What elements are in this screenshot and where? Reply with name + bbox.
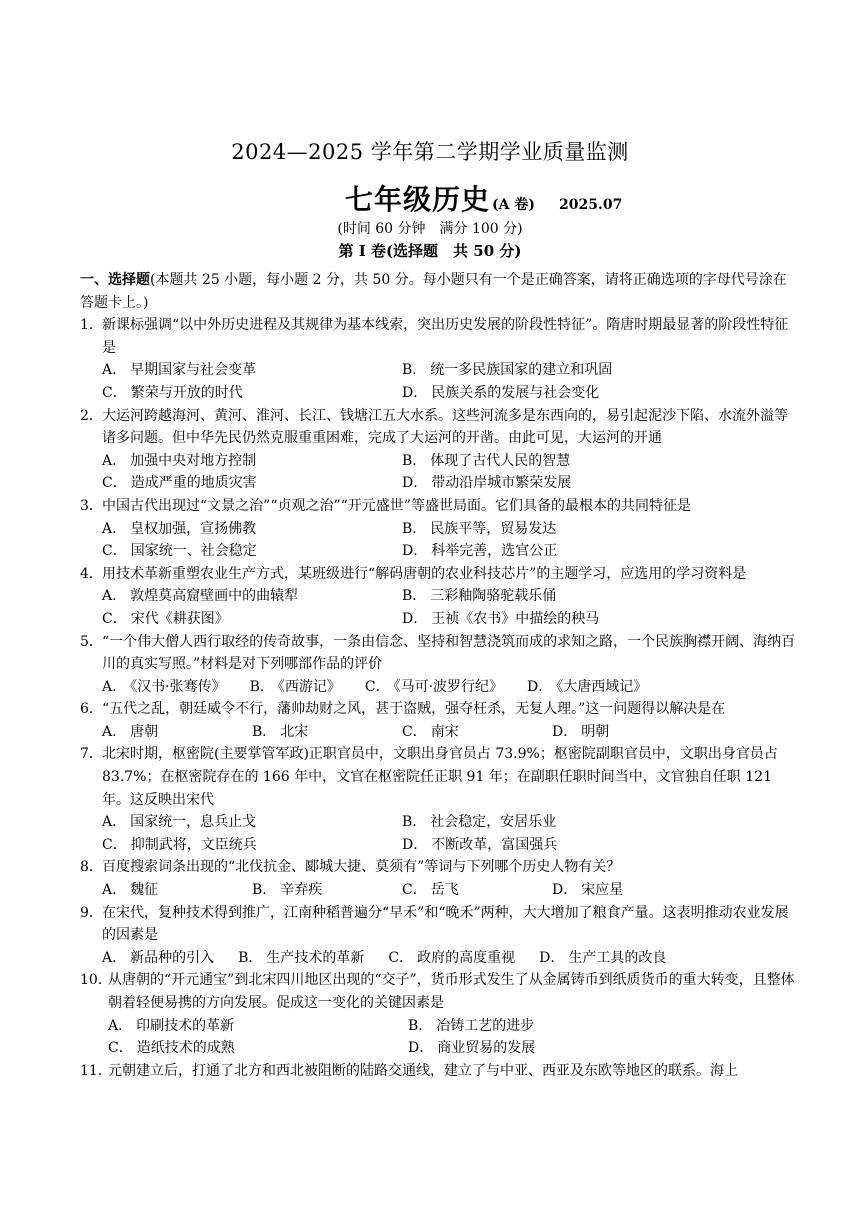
option-a: A． 皇权加强，宣扬佛教 — [102, 520, 257, 537]
option-d: D． 王祯《农书》中描绘的秧马 — [402, 610, 600, 627]
question-stem: 新课标强调“以中外历史进程及其规律为基本线索，突出历史发展的阶段性特征”。隋唐时期最显著的阶段性特征是 — [102, 317, 789, 356]
option-c: C． 宋代《耕获图》 — [102, 610, 229, 627]
question-number: 6． — [80, 701, 103, 718]
question-number: 9． — [80, 904, 103, 921]
question-number: 4． — [80, 565, 103, 582]
question-stem: 百度搜索词条出现的“北伐抗金、郾城大捷、莫须有”等词与下列哪个历史人物有关？ — [102, 859, 621, 876]
question-4 — [80, 563, 800, 631]
option-b: B． 民族平等，贸易发达 — [402, 520, 557, 537]
question-2 — [80, 405, 800, 495]
options — [80, 450, 800, 495]
question-stem: 用技术革新重塑农业生产方式，某班级进行“解码唐朝的农业科技芯片”的主题学习，应选用的学习资料是 — [102, 565, 747, 582]
option-a: A． 早期国家与社会变革 — [102, 362, 257, 379]
question-stem: 中国古代出现过“文景之治”“贞观之治”“开元盛世”等盛世局面。它们具备的最根本的共同特征是 — [102, 497, 691, 514]
section-title: 一、选择题 — [80, 272, 150, 288]
section-heading — [80, 269, 800, 314]
grade-subject: 七年级历史 — [345, 183, 491, 216]
question-number: 10． — [80, 972, 112, 989]
options — [80, 721, 800, 744]
options — [80, 518, 800, 563]
option-a: A． 《汉书·张骞传》 — [102, 678, 226, 695]
question-11 — [80, 1060, 800, 1083]
option-b: B． 辛弃疾 — [252, 882, 323, 899]
question-stem: 北宋时期，枢密院(主要掌管军政)正职官员中，文职出身官员占 73.9%；枢密院副职官员中，文职出身官员占 83.7%；在枢密院存在的 166 年中，文官在枢密院任正职 91 年；在副职任职时间当中，文官独自任职 121 年。这反映出宋代 — [102, 746, 778, 808]
question-3 — [80, 495, 800, 563]
question-7 — [80, 743, 800, 856]
option-d: D． 不断改革，富国强兵 — [402, 836, 558, 853]
question-8 — [80, 856, 800, 901]
exam-date: 2025.07 — [559, 197, 623, 213]
option-b: B． 社会稳定，安居乐业 — [402, 814, 557, 831]
option-a: A． 国家统一，息兵止戈 — [102, 814, 257, 831]
question-number: 2． — [80, 407, 103, 424]
options — [80, 359, 800, 404]
option-b: B． 《西游记》 — [249, 678, 341, 695]
time-info: (时间 60 分钟 满分 100 分) — [337, 221, 523, 237]
option-c: C． 抑制武将，文臣统兵 — [102, 836, 257, 853]
options — [80, 676, 800, 699]
option-c: C． 岳飞 — [402, 882, 459, 899]
question-stem: 元朝建立后，打通了北方和西北被阻断的陆路交通线，建立了与中亚、西亚及东欧等地区的联系。海上 — [108, 1062, 738, 1079]
option-a: A． 印刷技术的革新 — [108, 1017, 235, 1034]
option-b: B． 生产技术的革新 — [238, 949, 365, 966]
option-d: D． 带动沿岸城市繁荣发展 — [402, 475, 572, 492]
question-number: 1． — [80, 317, 103, 334]
question-9 — [80, 902, 800, 970]
option-d: D． 明朝 — [552, 723, 610, 740]
section-instruction: (本题共 25 小题，每小题 2 分，共 50 分。每小题只有一个是正确答案，请将正确选项的字母代号涂在答题卡上。) — [80, 272, 787, 311]
question-number: 7． — [80, 746, 103, 763]
question-number: 5． — [80, 633, 103, 650]
options — [80, 947, 800, 970]
option-a: A． 加强中央对地方控制 — [102, 452, 257, 469]
question-stem: “一个伟大僧人西行取经的传奇故事，一条由信念、坚持和智慧浇筑而成的求知之路，一个民族胸襟开阔、海纳百川的真实写照。”材料是对下列哪部作品的评价 — [102, 633, 796, 673]
question-1 — [80, 314, 800, 404]
option-c: C． 《马可·波罗行纪》 — [364, 678, 504, 695]
question-5 — [80, 631, 800, 699]
options — [80, 1015, 800, 1060]
option-c: C． 政府的高度重视 — [388, 949, 516, 966]
option-a: A． 敦煌莫高窟壁画中的曲辕犁 — [102, 588, 299, 605]
option-b: B． 统一多民族国家的建立和巩固 — [402, 362, 613, 379]
part-title: 第 I 卷(选择题 共 50 分) — [338, 242, 522, 260]
options — [80, 811, 800, 856]
question-stem: 大运河跨越海河、黄河、淮河、长江、钱塘江五大水系。这些河流多是东西向的，易引起泥沙下陷、水流外溢等诸多问题。但中华先民仍然克服重重困难，完成了大运河的开凿。由此可见，大运河的开通 — [102, 407, 788, 447]
option-c: C． 造纸技术的成熟 — [108, 1040, 235, 1057]
option-d: D． 民族关系的发展与社会变化 — [402, 384, 600, 401]
option-a: A． 唐朝 — [102, 723, 159, 740]
volume-tag: (A 卷) — [492, 197, 535, 213]
option-a: A． 魏征 — [102, 882, 159, 899]
option-d: D． 商业贸易的发展 — [408, 1040, 536, 1057]
question-stem: “五代之乱，朝廷威令不行，藩帅劫财之风，甚于盗贼，强夺枉杀，无复人理。”这一问题得以解决是在 — [102, 701, 726, 718]
option-a: A． 新品种的引入 — [102, 949, 215, 966]
options — [80, 879, 800, 902]
options — [80, 585, 800, 630]
question-number: 11． — [80, 1062, 112, 1079]
exam-title: 2024—2025 学年第二学期学业质量监测 — [231, 140, 629, 164]
option-b: B． 北宋 — [252, 723, 309, 740]
option-d: D． 科举完善，选官公正 — [402, 543, 558, 560]
question-number: 3． — [80, 497, 103, 514]
option-c: C． 国家统一、社会稳定 — [102, 543, 257, 560]
question-stem: 从唐朝的“开元通宝”到北宋四川地区出现的“交子”，货币形式发生了从金属铸币到纸质货币的重大转变，且整体朝着轻便易携的方向发展。促成这一变化的关键因素是 — [108, 972, 795, 1011]
option-b: B． 三彩釉陶骆驼载乐俑 — [402, 588, 557, 605]
option-c: C． 南宋 — [402, 723, 459, 740]
option-c: C． 繁荣与开放的时代 — [102, 384, 243, 401]
question-6 — [80, 698, 800, 743]
option-d: D． 《大唐西域记》 — [527, 678, 648, 695]
option-c: C． 造成严重的地质灾害 — [102, 475, 257, 492]
option-d: D． 宋应星 — [552, 882, 624, 899]
question-10 — [80, 969, 800, 1059]
question-number: 8． — [80, 859, 103, 876]
question-stem: 在宋代，复种技术得到推广，江南种稻普遍分“早禾”和“晚禾”两种，大大增加了粮食产量。这表明推动农业发展的因素是 — [102, 904, 789, 944]
option-d: D． 生产工具的改良 — [539, 949, 667, 966]
option-b: B． 体现了古代人民的智慧 — [402, 452, 571, 469]
question-list — [80, 269, 800, 1082]
grade-subject-line — [345, 178, 622, 218]
option-b: B． 冶铸工艺的进步 — [408, 1017, 535, 1034]
